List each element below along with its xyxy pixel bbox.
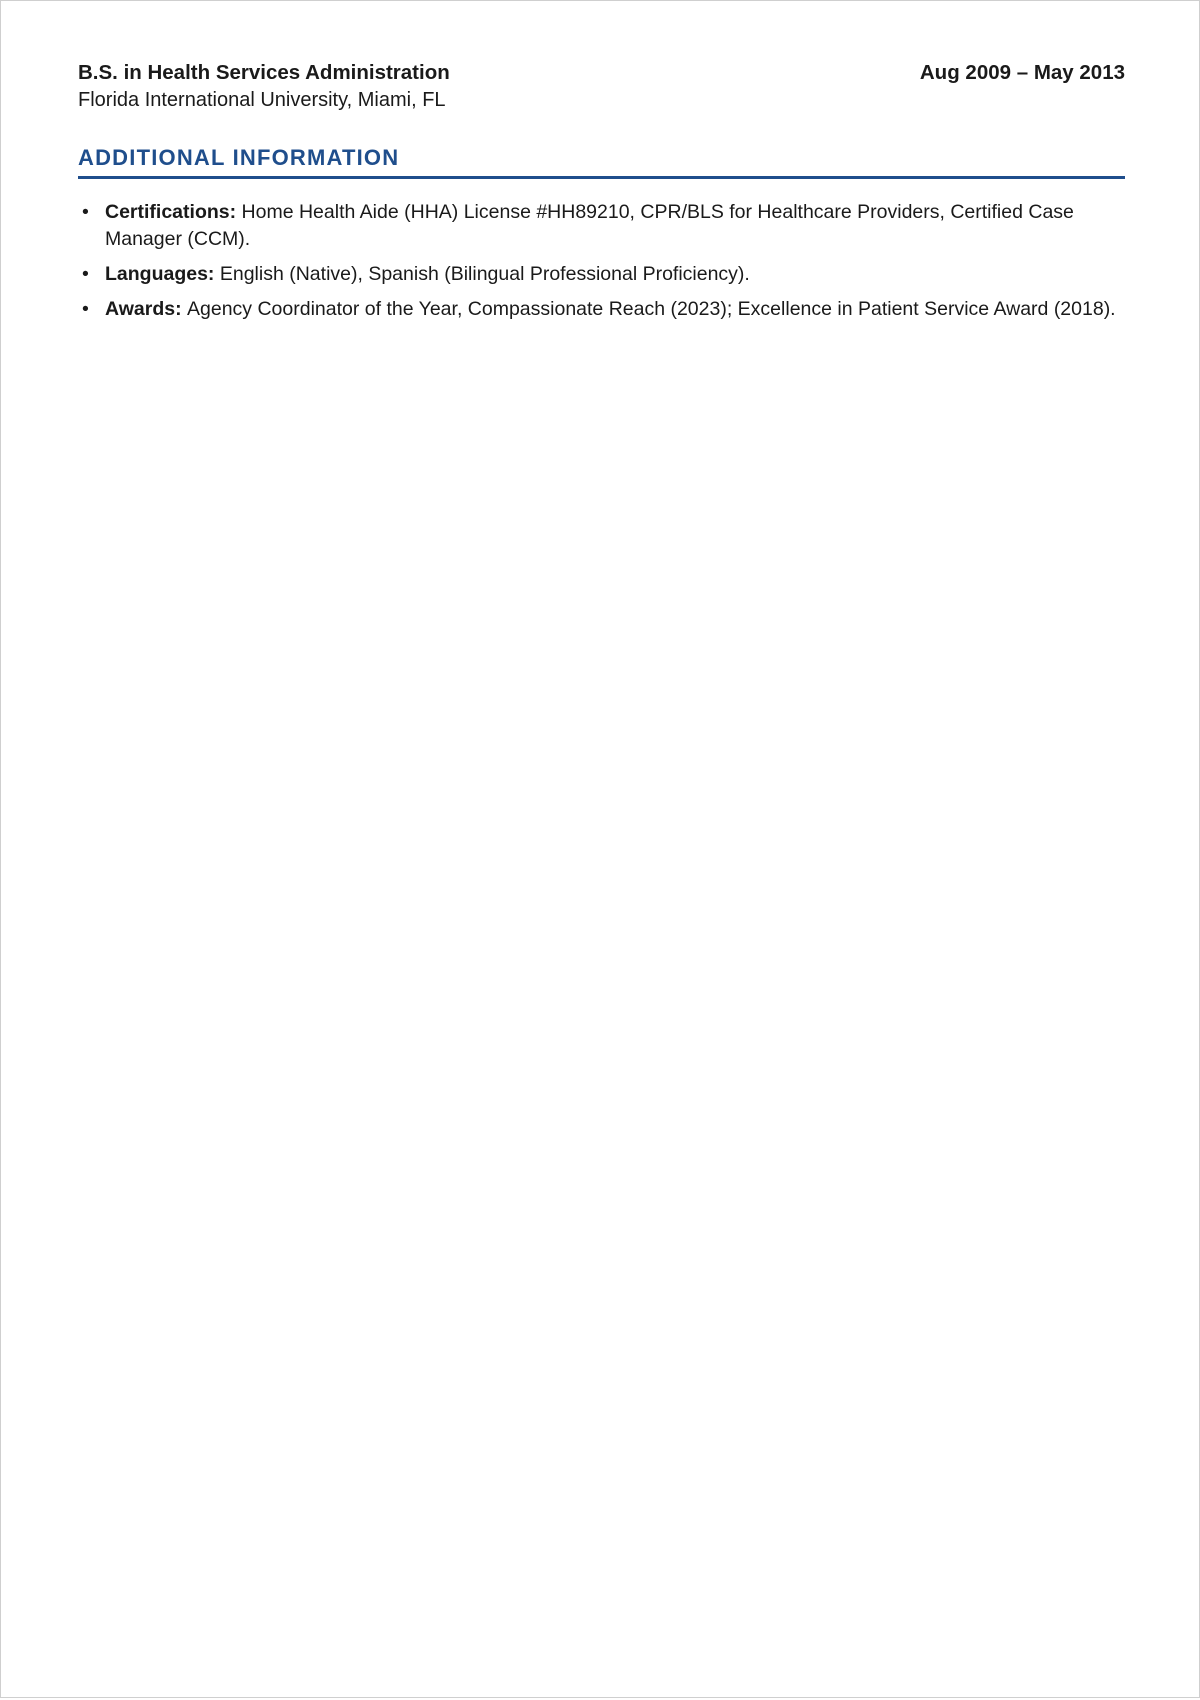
list-item-awards: [78, 296, 1125, 323]
education-entry: [78, 59, 1125, 87]
education-dates: Aug 2009 – May 2013: [919, 61, 1125, 84]
item-text: English (Native), Spanish (Bilingual Professional Proficiency).: [219, 263, 750, 285]
bullet-icon: •: [82, 201, 89, 223]
list-item-certifications: [78, 199, 1125, 253]
item-label: Awards:: [105, 298, 187, 320]
item-label: Certifications:: [105, 201, 242, 223]
bullet-icon: •: [82, 263, 89, 285]
item-text: Agency Coordinator of the Year, Compassionate Reach (2023); Excellence in Patient Service Award (2018).: [187, 298, 1116, 320]
page-content: [78, 59, 1125, 331]
section-heading-additional-information: ADDITIONAL INFORMATION: [78, 143, 1125, 179]
item-text: Home Health Aide (HHA) License #HH89210, CPR/BLS for Healthcare Providers, Certified Case Manager (CCM).: [105, 201, 1074, 250]
school-name: Florida International University, Miami, FL: [78, 89, 446, 111]
item-label: Languages:: [105, 263, 220, 285]
bullet-icon: •: [82, 298, 89, 320]
degree-title: B.S. in Health Services Administration: [78, 61, 450, 84]
additional-info-list: [78, 199, 1125, 323]
list-item-languages: [78, 261, 1125, 288]
